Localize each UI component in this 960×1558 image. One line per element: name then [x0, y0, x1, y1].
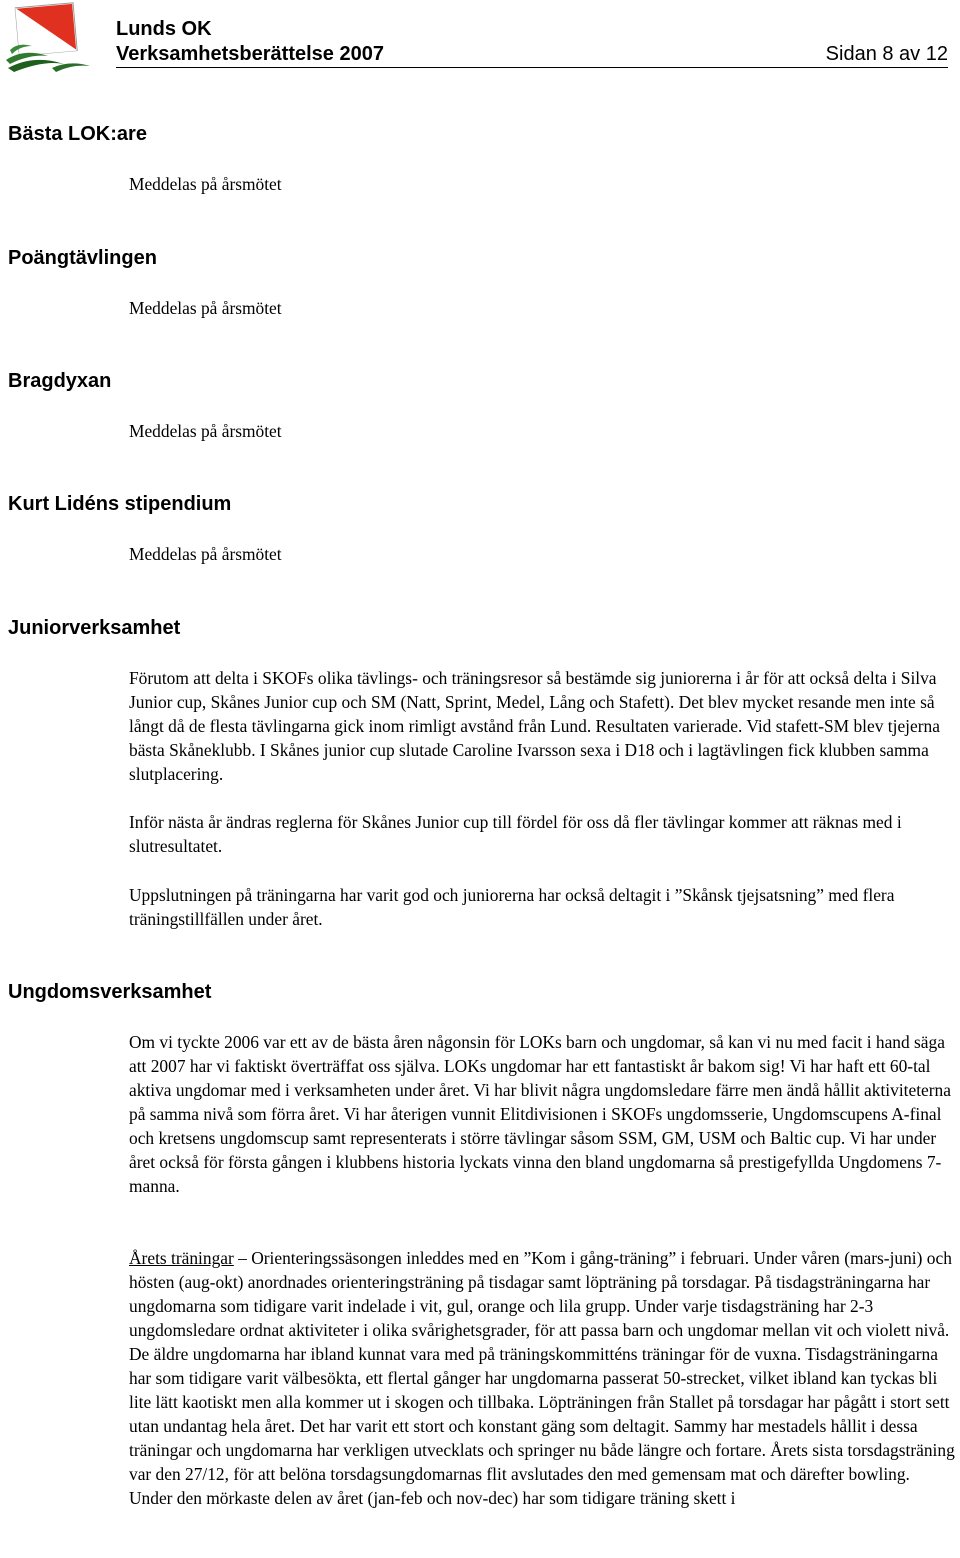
svg-text:OK: OK	[44, 36, 62, 51]
paragraph-junior-1: Förutom att delta i SKOFs olika tävlings- och träningsresor så bestämde sig juniorerna i år för att också delta i Silva Junior cup, Skånes Junior cup och SM (Natt, Sprint, Medel, Lång och Stafett). Det blev mycket resande men inte så långt då de flesta tävlingarna gick inom rimligt avstånd från Lund. Resultaten varierade. Vid stafett-SM blev tjejerna bästa Skåneklubb. I Skånes junior cup slutade Caroline Ivarsson sexa i D18 och i lagtävlingen fick klubben samma slutplacering.	[129, 668, 940, 784]
report-title: Verksamhetsberättelse 2007	[116, 43, 384, 65]
heading-bragdyxan: Bragdyxan	[8, 370, 112, 392]
paragraph-junior-2: Inför nästa år ändras reglerna för Skånes Junior cup till fördel för oss då fler tävlingar kommer att räknas med i slutresultatet.	[129, 812, 902, 856]
text-basta-lokare: Meddelas på årsmötet	[129, 174, 282, 194]
heading-basta-lokare: Bästa LOK:are	[8, 123, 147, 145]
arets-traningar-label: Årets träningar	[129, 1248, 234, 1268]
club-logo	[4, 2, 94, 74]
page-header	[0, 0, 960, 76]
page-indicator: Sidan 8 av 12	[825, 43, 948, 65]
text-poangtavlingen: Meddelas på årsmötet	[129, 298, 282, 318]
header-title-bar	[116, 42, 948, 68]
heading-ungdomsverksamhet: Ungdomsverksamhet	[8, 981, 212, 1003]
heading-poangtavlingen: Poängtävlingen	[8, 247, 157, 269]
paragraph-ungdom-2	[129, 1246, 957, 1510]
heading-kurt-lidens-stipendium: Kurt Lidéns stipendium	[8, 493, 232, 515]
organization-name: Lunds OK	[116, 18, 212, 40]
text-bragdyxan: Meddelas på årsmötet	[129, 421, 282, 441]
paragraph-ungdom-1: Om vi tyckte 2006 var ett av de bästa åren någonsin för LOKs barn och ungdomar, så kan vi nu med facit i hand säga att 2007 har vi faktiskt överträffat oss själva. LOKs ungdomar har ett fantastiskt år bakom sig! Vi har haft ett 60-tal aktiva ungdomar med i verksamheten under året. Vi har blivit några ungdomsledare färre men ändå hållit aktiviteterna på samma nivå som förra året. Vi har återigen vunnit Elitdivisionen i SKOFs ungdomsserie, Ungdomscupens A-final och kretsens ungdomscup samt representerats i större tävlingar såsom SSM, GM, USM och Baltic cup. Vi har under året också för första gången i klubbens historia lyckats vinna den bland ungdomarna så prestigefyllda Ungdomens 7-manna.	[129, 1032, 951, 1196]
heading-juniorverksamhet: Juniorverksamhet	[8, 617, 181, 639]
paragraph-junior-3: Uppslutningen på träningarna har varit god och juniorerna har också deltagit i ”Skånsk tjejsatsning” med flera träningstillfällen under året.	[129, 885, 895, 929]
arets-traningar-text: – Orienteringssäsongen inleddes med en ”Kom i gång-träning” i februari. Under våren (mars-juni) och hösten (aug-okt) anordnades orienteringsträning på tisdagar samt löpträning på torsdagar. På tisdagsträningarna har ungdomarna som tidigare varit indelade i vit, gul, orange och lila grupp. Under varje tisdagsträning har 2-3 ungdomsledare ordnat aktiviteter i olika svårighetsgrader, för att passa barn och ungdomar mellan vit och violett nivå. De äldre ungdomarna har ibland kunnat vara med på träningskommitténs träningar för de vuxna. Tisdagsträningarna har som tidigare varit välbesökta, ett flertal gånger har ungdomarna passerat 50-strecket, vilket ibland kan tyckas bli lite lätt kaotiskt men alla kommer ut i skogen och tillbaka. Löpträningen från Stallet på torsdagar har pågått i stort sett utan undantag hela året. Det har varit ett stort och konstant gäng som deltagit. Sammy har mestadels hållit i dessa träningar och ungdomarna har verkligen utvecklats och springer nu både längre och fortare. Årets sista torsdagsträning var den 27/12, för att belöna torsdagsungdomarnas flit avslutades den med gemensam mat och därefter bowling. Under den mörkaste delen av året (jan-feb och nov-dec) har som tidigare träning skett i	[129, 1248, 955, 1508]
text-kurt-lidens-stipendium: Meddelas på årsmötet	[129, 544, 282, 564]
